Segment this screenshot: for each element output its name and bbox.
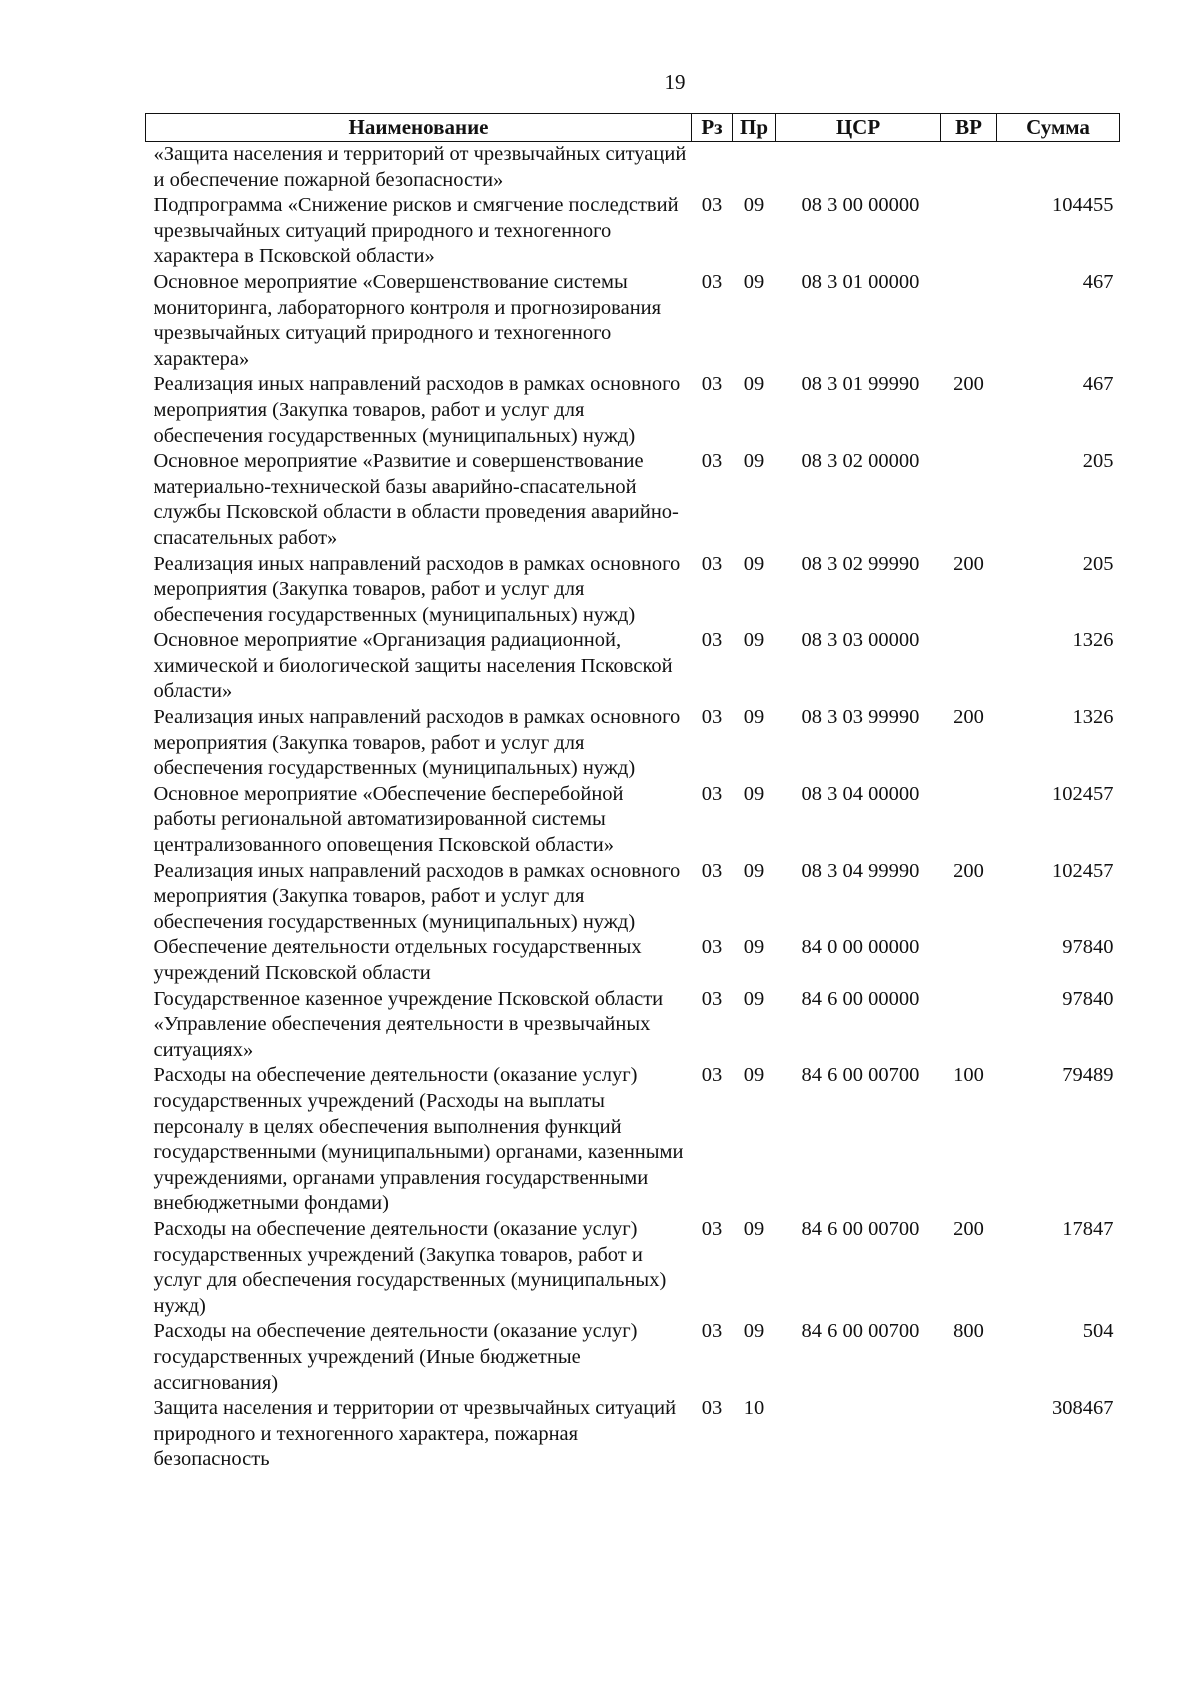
cell-rz: 03 bbox=[701, 1397, 723, 1420]
table-row bbox=[146, 1217, 1120, 1319]
cell-pr: 09 bbox=[743, 706, 765, 729]
table-row bbox=[146, 705, 1120, 782]
cell-name: Расходы на обеспечение деятельности (оказание услуг) государственных учреждений (Закупка товаров, работ и услуг для обеспечения государственных (муниципальных) нужд) bbox=[153, 1217, 667, 1317]
cell-rz: 03 bbox=[701, 782, 723, 805]
cell-sum: 104455 bbox=[1052, 194, 1114, 217]
cell-rz: 03 bbox=[701, 936, 723, 959]
table-row bbox=[146, 628, 1120, 705]
cell-name: Государственное казенное учреждение Псковской области «Управление обеспечения деятельности в чрезвычайных ситуациях» bbox=[153, 987, 664, 1061]
cell-sum: 467 bbox=[1082, 270, 1114, 293]
cell-pr: 09 bbox=[743, 552, 765, 575]
cell-vr: 200 bbox=[953, 373, 984, 396]
cell-sum: 97840 bbox=[1062, 936, 1114, 959]
cell-sum: 1326 bbox=[1072, 706, 1114, 729]
table-body bbox=[146, 142, 1120, 1473]
budget-table-container bbox=[145, 113, 1119, 1473]
cell-vr bbox=[941, 935, 997, 986]
cell-pr: 09 bbox=[743, 936, 765, 959]
cell-rz: 03 bbox=[701, 987, 723, 1010]
cell-sum: 79489 bbox=[1062, 1064, 1114, 1087]
cell-name: «Защита населения и территорий от чрезвычайных ситуаций и обеспечение пожарной безопасности» bbox=[153, 143, 687, 191]
cell-name: Реализация иных направлений расходов в рамках основного мероприятия (Закупка товаров, работ и услуг для обеспечения государственных (муниципальных) нужд) bbox=[153, 859, 681, 933]
cell-pr: 09 bbox=[743, 987, 765, 1010]
table-row bbox=[146, 552, 1120, 629]
cell-name: Реализация иных направлений расходов в рамках основного мероприятия (Закупка товаров, работ и услуг для обеспечения государственных (муниципальных) нужд) bbox=[153, 373, 681, 447]
cell-rz bbox=[692, 142, 733, 194]
cell-pr: 09 bbox=[743, 859, 765, 882]
cell-vr: 200 bbox=[953, 706, 984, 729]
header-vr: ВР bbox=[941, 114, 997, 142]
cell-rz: 03 bbox=[701, 194, 723, 217]
cell-vr bbox=[941, 270, 997, 372]
cell-pr: 09 bbox=[743, 1320, 765, 1343]
cell-vr bbox=[941, 449, 997, 551]
cell-rz: 03 bbox=[701, 859, 723, 882]
cell-sum: 1326 bbox=[1072, 629, 1114, 652]
header-csr: ЦСР bbox=[776, 114, 941, 142]
header-name: Наименование bbox=[146, 114, 692, 142]
cell-pr: 09 bbox=[743, 450, 765, 473]
cell-sum: 205 bbox=[1082, 552, 1114, 575]
cell-vr: 800 bbox=[953, 1320, 984, 1343]
cell-csr bbox=[776, 142, 941, 194]
header-pr: Пр bbox=[733, 114, 776, 142]
cell-name: Основное мероприятие «Развитие и совершенствование материально-технической базы аварийно-спасательной службы Псковской области в области проведения аварийно-спасательных работ» bbox=[153, 450, 679, 549]
cell-name: Основное мероприятие «Обеспечение бесперебойной работы региональной автоматизированной системы централизованного оповещения Псковской области» bbox=[153, 782, 624, 857]
header-sum: Сумма bbox=[997, 114, 1120, 142]
table-row bbox=[146, 935, 1120, 986]
cell-csr bbox=[776, 1396, 941, 1473]
cell-rz: 03 bbox=[701, 1320, 723, 1343]
cell-rz: 03 bbox=[701, 629, 723, 652]
cell-name: Реализация иных направлений расходов в рамках основного мероприятия (Закупка товаров, работ и услуг для обеспечения государственных (муниципальных) нужд) bbox=[153, 552, 681, 626]
cell-sum: 308467 bbox=[1052, 1397, 1114, 1420]
cell-csr: 08 3 01 00000 bbox=[801, 270, 920, 293]
table-header-row bbox=[146, 114, 1120, 142]
cell-sum: 102457 bbox=[1052, 859, 1114, 882]
cell-name: Основное мероприятие «Организация радиационной, химической и биологической защиты населения Псковской области» bbox=[153, 629, 673, 703]
cell-csr: 08 3 02 00000 bbox=[801, 450, 920, 473]
cell-sum: 205 bbox=[1082, 450, 1114, 473]
cell-sum: 17847 bbox=[1062, 1217, 1114, 1240]
cell-vr bbox=[941, 193, 997, 270]
cell-sum: 504 bbox=[1082, 1320, 1114, 1343]
table-row bbox=[146, 270, 1120, 372]
cell-rz: 03 bbox=[701, 1064, 723, 1087]
cell-sum bbox=[997, 142, 1120, 194]
cell-vr bbox=[941, 987, 997, 1064]
table-row bbox=[146, 1063, 1120, 1217]
table-row bbox=[146, 1319, 1120, 1396]
cell-pr: 09 bbox=[743, 373, 765, 396]
cell-csr: 08 3 02 99990 bbox=[801, 552, 920, 575]
cell-rz: 03 bbox=[701, 450, 723, 473]
table-row bbox=[146, 142, 1120, 194]
cell-pr: 10 bbox=[743, 1397, 765, 1420]
cell-pr: 09 bbox=[743, 1064, 765, 1087]
header-rz: Рз bbox=[692, 114, 733, 142]
table-row bbox=[146, 372, 1120, 449]
table-row bbox=[146, 193, 1120, 270]
cell-name: Подпрограмма «Снижение рисков и смягчение последствий чрезвычайных ситуаций природного и техногенного характера в Псковской области» bbox=[153, 194, 679, 268]
cell-sum: 467 bbox=[1082, 373, 1114, 396]
cell-vr bbox=[941, 782, 997, 859]
table-row bbox=[146, 782, 1120, 859]
table-row bbox=[146, 987, 1120, 1064]
cell-rz: 03 bbox=[701, 1217, 723, 1240]
cell-name: Защита населения и территории от чрезвычайных ситуаций природного и техногенного характера, пожарная безопасность bbox=[153, 1397, 677, 1471]
cell-csr: 84 6 00 00700 bbox=[801, 1217, 920, 1240]
table-row bbox=[146, 859, 1120, 936]
cell-sum: 97840 bbox=[1062, 987, 1114, 1010]
cell-csr: 84 6 00 00700 bbox=[801, 1064, 920, 1087]
cell-pr: 09 bbox=[743, 1217, 765, 1240]
cell-vr bbox=[941, 1396, 997, 1473]
cell-sum: 102457 bbox=[1052, 782, 1114, 805]
cell-csr: 08 3 01 99990 bbox=[801, 373, 920, 396]
budget-table bbox=[145, 113, 1120, 1473]
cell-rz: 03 bbox=[701, 373, 723, 396]
cell-csr: 84 6 00 00000 bbox=[801, 987, 920, 1010]
cell-name: Основное мероприятие «Совершенствование системы мониторинга, лабораторного контроля и прогнозирования чрезвычайных ситуаций природного и техногенного характера» bbox=[153, 270, 662, 370]
cell-pr: 09 bbox=[743, 782, 765, 805]
cell-pr: 09 bbox=[743, 194, 765, 217]
cell-pr: 09 bbox=[743, 629, 765, 652]
cell-csr: 84 6 00 00700 bbox=[801, 1320, 920, 1343]
table-header bbox=[146, 114, 1120, 142]
cell-csr: 84 0 00 00000 bbox=[801, 936, 920, 959]
cell-rz: 03 bbox=[701, 270, 723, 293]
cell-rz: 03 bbox=[701, 706, 723, 729]
cell-pr bbox=[733, 142, 776, 194]
page-number: 19 bbox=[664, 70, 686, 94]
cell-name: Расходы на обеспечение деятельности (оказание услуг) государственных учреждений (Расходы на выплаты персоналу в целях обеспечения выполнения функций государственными (муниципальными) органами, казенными учреждениями, органами управления государственными внебюджетными фондами) bbox=[153, 1064, 684, 1215]
cell-pr: 09 bbox=[743, 270, 765, 293]
cell-rz: 03 bbox=[701, 552, 723, 575]
cell-csr: 08 3 04 00000 bbox=[801, 782, 920, 805]
cell-vr: 200 bbox=[953, 552, 984, 575]
cell-name: Расходы на обеспечение деятельности (оказание услуг) государственных учреждений (Иные бюджетные ассигнования) bbox=[153, 1320, 638, 1394]
cell-vr: 200 bbox=[953, 1217, 984, 1240]
cell-vr bbox=[941, 142, 997, 194]
cell-csr: 08 3 03 00000 bbox=[801, 629, 920, 652]
cell-csr: 08 3 00 00000 bbox=[801, 194, 920, 217]
cell-name: Реализация иных направлений расходов в рамках основного мероприятия (Закупка товаров, работ и услуг для обеспечения государственных (муниципальных) нужд) bbox=[153, 706, 681, 780]
cell-csr: 08 3 03 99990 bbox=[801, 706, 920, 729]
cell-name: Обеспечение деятельности отдельных государственных учреждений Псковской области bbox=[153, 936, 642, 984]
cell-csr: 08 3 04 99990 bbox=[801, 859, 920, 882]
table-row bbox=[146, 1396, 1120, 1473]
table-row bbox=[146, 449, 1120, 551]
cell-vr: 100 bbox=[953, 1064, 984, 1087]
cell-vr bbox=[941, 628, 997, 705]
cell-vr: 200 bbox=[953, 859, 984, 882]
